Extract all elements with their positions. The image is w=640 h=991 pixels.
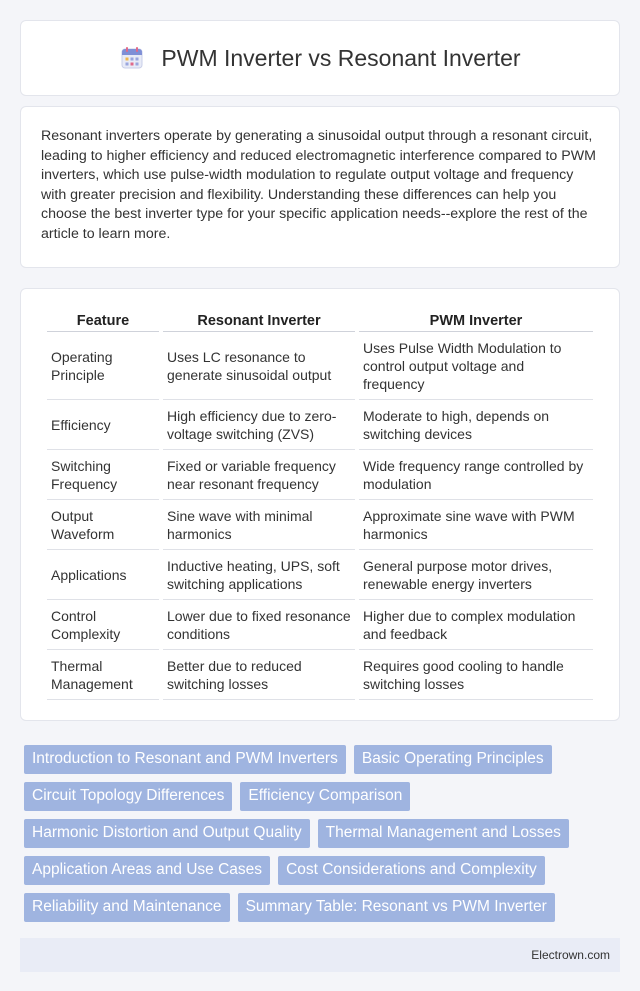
tag-application-areas[interactable]: Application Areas and Use Cases xyxy=(24,856,270,885)
cell-resonant: Better due to reduced switching losses xyxy=(163,650,355,700)
cell-resonant: High efficiency due to zero-voltage switching (ZVS) xyxy=(163,400,355,450)
table-row xyxy=(47,600,593,650)
intro-text: Resonant inverters operate by generating a sinusoidal output through a resonant circuit, leading to higher efficiency and reduced electromagnetic interference compared to PWM inverters, which use pulse-width modulation to regulate output voltage and frequency with greater precision and flexibility. Understanding these differences can help you choose the best inverter type for your specific application needs--explore the rest of the article to learn more. xyxy=(41,128,596,242)
table-row xyxy=(47,400,593,450)
cell-pwm: Uses Pulse Width Modulation to control output voltage and frequency xyxy=(359,332,593,400)
cell-pwm: Wide frequency range controlled by modulation xyxy=(359,450,593,500)
footer xyxy=(20,938,620,972)
comparison-table xyxy=(43,309,597,700)
calendar-icon xyxy=(119,45,145,71)
table-row xyxy=(47,450,593,500)
tag-cost-considerations[interactable]: Cost Considerations and Complexity xyxy=(278,856,545,885)
cell-feature: Control Complexity xyxy=(47,600,159,650)
cell-pwm: General purpose motor drives, renewable energy inverters xyxy=(359,550,593,600)
tag-basic-principles[interactable]: Basic Operating Principles xyxy=(354,745,552,774)
tag-introduction[interactable]: Introduction to Resonant and PWM Inverters xyxy=(24,745,346,774)
cell-resonant: Inductive heating, UPS, soft switching applications xyxy=(163,550,355,600)
cell-pwm: Moderate to high, depends on switching devices xyxy=(359,400,593,450)
cell-feature: Applications xyxy=(47,550,159,600)
tag-circuit-topology[interactable]: Circuit Topology Differences xyxy=(24,782,232,811)
cell-feature: Output Waveform xyxy=(47,500,159,550)
topic-tags xyxy=(20,741,620,922)
table-row xyxy=(47,650,593,700)
page-title: PWM Inverter vs Resonant Inverter xyxy=(161,44,521,71)
cell-pwm: Requires good cooling to handle switching losses xyxy=(359,650,593,700)
table-row xyxy=(47,550,593,600)
tag-efficiency[interactable]: Efficiency Comparison xyxy=(240,782,410,811)
table-header-row xyxy=(47,309,593,332)
comparison-table-card xyxy=(20,288,620,721)
header-feature: Feature xyxy=(47,309,159,332)
footer-brand[interactable]: Electrown.com xyxy=(531,947,610,962)
tag-thermal-management[interactable]: Thermal Management and Losses xyxy=(318,819,569,848)
cell-feature: Switching Frequency xyxy=(47,450,159,500)
cell-feature: Thermal Management xyxy=(47,650,159,700)
intro-card xyxy=(20,106,620,268)
title-card xyxy=(20,20,620,96)
cell-feature: Operating Principle xyxy=(47,332,159,400)
header-resonant: Resonant Inverter xyxy=(163,309,355,332)
tag-reliability[interactable]: Reliability and Maintenance xyxy=(24,893,230,922)
cell-resonant: Sine wave with minimal harmonics xyxy=(163,500,355,550)
cell-resonant: Uses LC resonance to generate sinusoidal output xyxy=(163,332,355,400)
cell-pwm: Approximate sine wave with PWM harmonics xyxy=(359,500,593,550)
cell-resonant: Fixed or variable frequency near resonant frequency xyxy=(163,450,355,500)
tag-harmonic-distortion[interactable]: Harmonic Distortion and Output Quality xyxy=(24,819,310,848)
tag-summary-table[interactable]: Summary Table: Resonant vs PWM Inverter xyxy=(238,893,555,922)
cell-resonant: Lower due to fixed resonance conditions xyxy=(163,600,355,650)
cell-pwm: Higher due to complex modulation and feedback xyxy=(359,600,593,650)
cell-feature: Efficiency xyxy=(47,400,159,450)
header-pwm: PWM Inverter xyxy=(359,309,593,332)
table-row xyxy=(47,332,593,400)
table-row xyxy=(47,500,593,550)
